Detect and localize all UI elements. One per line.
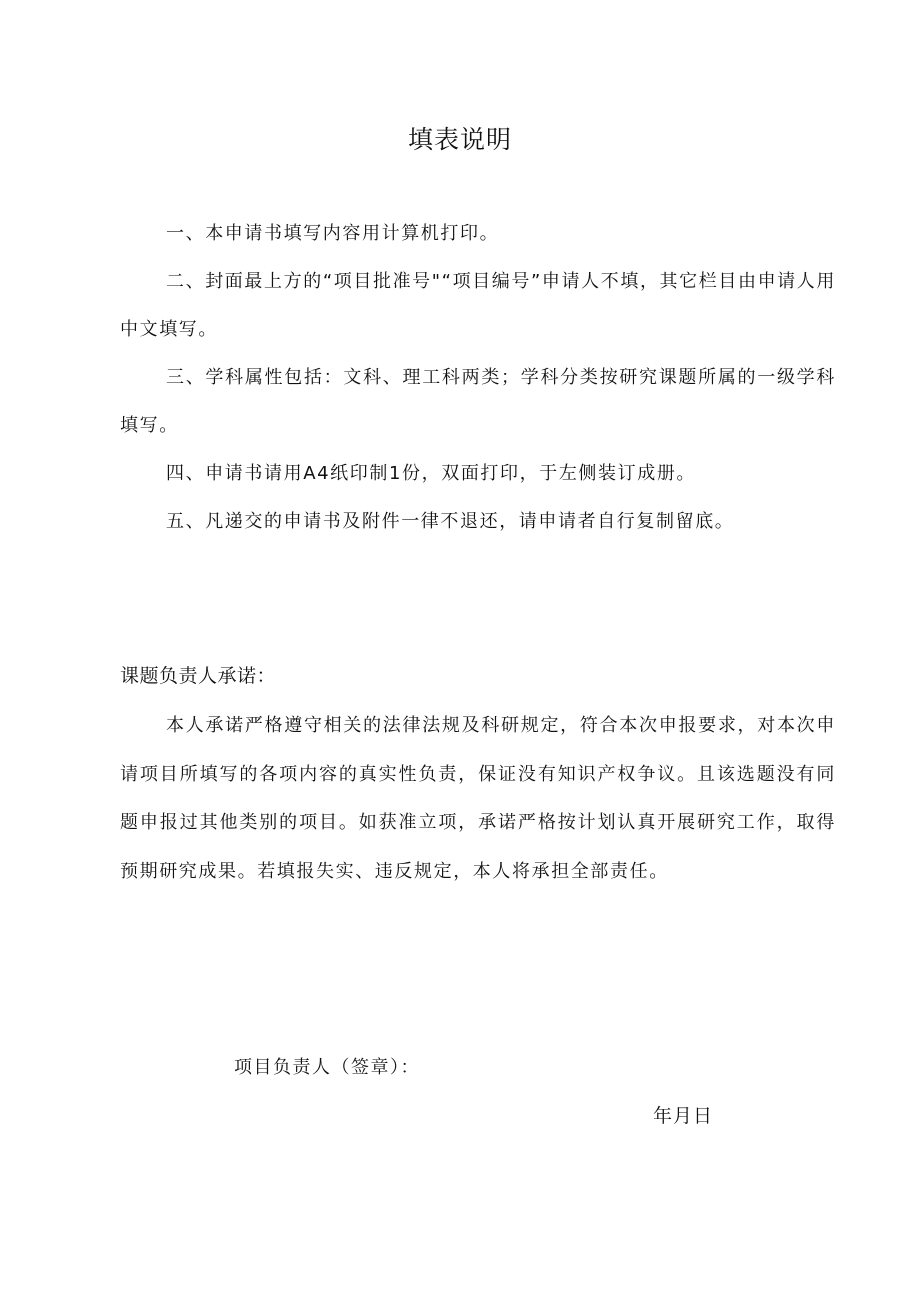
instructions-section [120,210,836,546]
pledge-heading: 课题负责人承诺： [120,665,277,687]
instruction-item-4: 四、申请书请用A4纸印制1份，双面打印，于左侧装订成册。 [166,463,697,484]
signature-date: 年月日 [653,1105,714,1127]
instruction-item-5: 五、凡递交的申请书及附件一律不退还，请申请者自行复制留底。 [166,511,735,532]
signature-label: 项目负责人（签章）： [234,1057,420,1078]
page-title: 填表说明 [407,125,512,154]
instruction-item-3: 三、学科属性包括：文科、理工科两类；学科分类按研究课题所属的一级学科填写。 [120,367,836,436]
pledge-body: 本人承诺严格遵守相关的法律法规及科研规定，符合本次申报要求，对本次申请项目所填写的各项内容的真实性负责，保证没有知识产权争议。且该选题没有同题申报过其他类别的项目。如获准立项，承诺严格按计划认真开展研究工作，取得预期研究成果。若填报失实、违反规定，本人将承担全部责任。 [120,715,836,882]
instruction-item-2: 二、封面最上方的“项目批准号"“项目编号”申请人不填，其它栏目由申请人用中文填写。 [120,271,836,340]
instruction-item-1: 一、本申请书填写内容用计算机打印。 [166,223,500,244]
